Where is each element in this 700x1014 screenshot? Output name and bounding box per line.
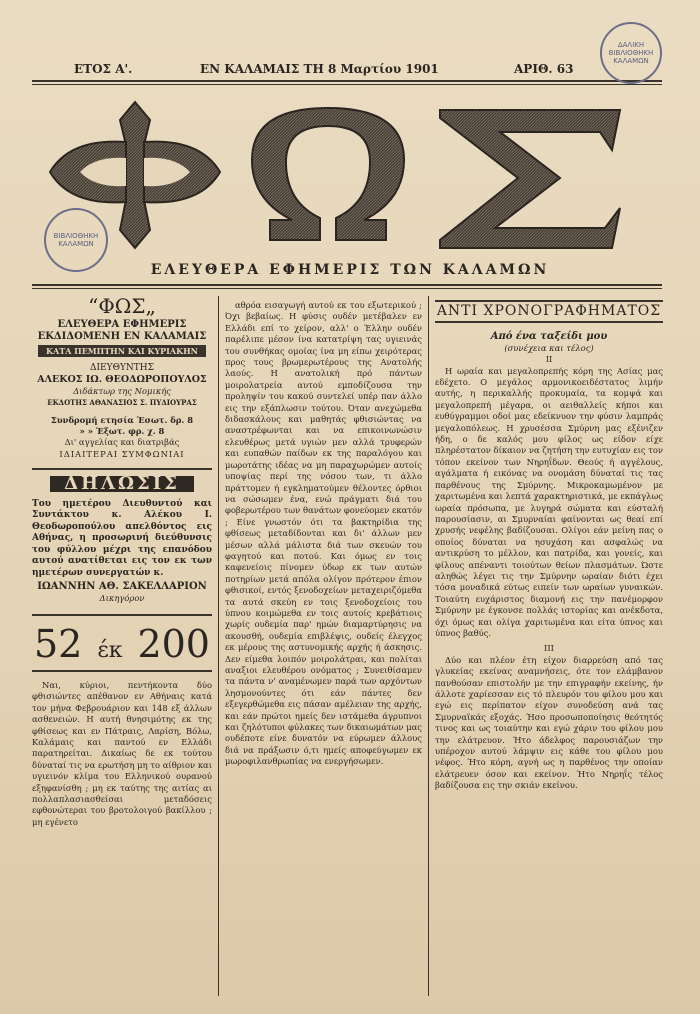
paper-name: “ΦΩΣ„: [88, 294, 156, 318]
notice-name: ΙΩΑΝΝΗΝ ΑΘ. ΣΑΚΕΛΛΑΡΙΟΝ: [37, 581, 207, 593]
paper-line-3: ΚΑΤΑ ΠΕΜΠΤΗΝ ΚΑΙ ΚΥΡΙΑΚΗΝ: [38, 345, 206, 357]
title-letter-omega: [252, 108, 404, 240]
left-rule-2: [32, 614, 212, 616]
headline-number-a: 52: [34, 621, 83, 666]
masthead-line: [60, 62, 640, 78]
part-three-label: III: [544, 643, 554, 654]
paper-line-2: ΕΚΔΙΔΟΜΕΝΗ ΕΝ ΚΑΛΑΜΑΙΣ: [37, 331, 207, 342]
headline-numbers: [32, 621, 212, 666]
director-name: ΑΛΕΚΟΣ ΙΩ. ΘΕΟΔΩΡΟΠΟΥΛΟΣ: [37, 374, 207, 386]
subscription-domestic: Συνδρομή ετησία Έσωτ. δρ. 8: [50, 414, 194, 425]
ads-label: Δι' αγγελίας και διατριβάς: [64, 437, 180, 448]
middle-column: [225, 300, 422, 768]
library-stamp-left-text: ΒΙΒΛΙΟΘΗΚΗ ΚΑΛΑΜΩΝ: [53, 232, 99, 248]
director-label: ΔΙΕΥΘΥΝΤΗΣ: [90, 363, 154, 373]
part-two-label: II: [545, 354, 553, 365]
notice-role: Δικηγόρον: [99, 592, 145, 603]
story-text-1: Η ωραία και μεγαλοπρεπής κόρη της Ασίας μας εδέχετο. Ο μεγάλος αρμονικοειδέστατος λιμήν αυτής, η περικαλλής προκυμαία, τα κομψά και μεγαλοπρεπή μέγαρα, οι αειθαλλείς κήποι και ευθύγραμμοι οδοί μας εδείκνυον την φύσιν λαμπράς μεγαλοπόλεως. Η χρυσέσσα Σμύρνη μας εξένιζεν ήδη, ο δε καλός μου φίλος ως είδον είχε πληρέστατον δίκαιον να ζητήση την ευτυχίαν εις τον τόπον εκείνον των Νηρηΐδων. Θεούς ή αγγέλους, αγάλματα ή εικόνας να ονομάση δύναταί τις τας παρθένους της Σμύρνης. Μικροκαμωμένον με χαριτωμένα και λεπτά χαρακτηριστικά, με εκπάγλως ωραία πρόσωπα, με λυγηρά σώματα και εύσταλή παρουσίασιν, αι Σμυρναίαι φαίνονται ως θεαί επί χρυσής νεφέλης βαδίζουσαι. Ολίγοι εάν μείνη πας ο οποίος δύναται να ησυχάση και ασφαλώς να αντικρύση το μέλλον, και πατρίδα, και γονείς, και φίλους απέναντι τοιούτων θείων πλασμάτων. Ώστε αληθώς λέγει τις την Σμύρνην ωραίαν διότι έχει τόσα μοναδικά εύτως ειπείν των ωραίων γυναικών. Τοιαύτη ευχάριστος διαμονή εις την πανέμορφον Σμύρνην με έγκονσε πολλάς ιστορίας και ανέκδοτα, όχι όμως και ολίγα χαριτωμένα και είτα ύπνος και ύπνος βαθύς.: [435, 365, 663, 638]
year-label: ΕΤΟΣ Α'.: [74, 62, 133, 76]
subscription-foreign: » » Έξωτ. φρ. χ. 8: [79, 426, 165, 437]
masthead-rule-thin: [32, 84, 662, 85]
left-article: Ναι, κύριοι, πεντήκοντα δύο φθισιώντες απέθανον εν Αθήναις κατά τον μήνα Φεβρουάριον και 148 εξ άλλων ασθενειών. Η αυτή θνησιμότης εκ της φθίσεως και εν Πάτραις, Λαρίση, Βόλω, Καλάμαις και παντού εν Ελλάδι παρατηρείται. Δικαίως δε εκ τούτου δύναταί τις να ερωτήση μη το αίθριον και υγιεινόν κλίμα του Ελληνικού ουρανού εξηφανίσθη ; μη εκ ταύτης της αιτίας αι πολλαπλασιασθείσαι μεταδόσεις εφθονώτεραι του βροτολοιγού βακίλλου ; μη εγένετο: [32, 679, 212, 827]
headline-ek: έκ: [97, 637, 123, 663]
section-title: ΑΝΤΙ ΧΡΟΝΟΓΡΑΦΗΜΑΤΟΣ: [435, 300, 663, 323]
title-letter-sigma: [440, 110, 620, 248]
middle-article: αθρόα εισαγωγή αυτού εκ του εξωτερικού ; Όχι βεβαίως. Η φύσις ουδέν μετέβαλεν εν Ελλάδι επί το χείρον, αλλ' ο Έλλην ουδέν παρέλιπε μέσον ίνα κατατρίψη τας υγιεινάς του συνθήκας ομοίας ίνα μη είπω χειρότερας προς τους βρωμερωτέρους της Ανατολής λαούς. Η ανατολική πρό πάντων μοιρολατρεία αυτού εμποδίζουσα την προληψίν του κακού συντελεί υπέρ παν άλλο εις την εξάπλωσιν τούτου. Όταν ανεχώμεθα διδασκάλους και μαθητάς φθισιώντας να αναστρέφωνται και να επικοινωνώσιν ελευθέρως μετά υγιών μεν αλλά τρυφερών και ευπαθών παίδων εκ της παραλόγου και μωροτάτης ιδέας να μη παραχωρώμεν αυτοίς υποψίας περί της νόσου των, τι άλλο πράττομεν ή εγκληματούμεν θέλοντες όρθιοι να σώσωμεν ένα, ενώ πράγματι διά του φοβερωτέρου των θανάτων φονεύομεν εκατόν ; Είνε γνωστόν ότι τα βακτηρίδια της φθίσεως μεταδίδονται και δι' άλλων μεν μέσων αλλά μάλιστα διά των σκευών του φαγητού και ποτού. Και όμως εν τοις καφενείοις πίνομεν ύδωρ εκ των αυτών ποτηρίων μετά απόλα ολίγον πρότερον έπιον φθισικοί, εντός ξενοδοχείων μεταχειριζόμεθα τα αυτά σκεύη εν τοις ξενοδοχείοις του ύπνου κοιμώμεθα εν τοις αυτοίς κρεβάτιοις χωρίς ουδεμία παρ' ημών διαμαρτύρησις να ακουσθή, ουδεμία επιβλέψις, ουδείς έλεγχος εκ μέρους της αστυνομικής αρχής ή άσκησις. Δεν είμεθα λοιπόν μοιρολάτραι, και πολίται αναξιοι ελευθέρου ονόματος ; Συνειθίσαμεν τα πάντα ν' αναμένωμεν παρά των αρχόντων λησμονούντες ότι εάν πάντες δεν εξεγερθώμεθα εις πάσαν αμέλειαν της αρχής, και εάν πρώτοι ημείς δεν ιστάμεθα άγρυπνοι και ζηλότυποι φύλακες των δικαιωμάτων μας ουδέποτε είνε δυνατόν να εύρωμεν άλλους διά να πράξωσιν ό,τι ημείς αποφεύγωμεν εκ μωροφιλανθρωπίας να ενεργήσωμεν.: [225, 300, 422, 767]
left-rule-1: [32, 468, 212, 470]
story-continuation: (συνέχεια και τέλος): [504, 342, 594, 353]
subtitle-rule-thin: [32, 288, 662, 289]
issue-number: ΑΡΙΘ. 63: [514, 62, 574, 76]
publisher: ΕΚΔΟΤΗΣ ΑΘΑΝΑΣΙΟΣ Σ. ΠΥΔΙΟΥΡΑΣ: [47, 398, 197, 408]
subtitle: ΕΛΕΥΘΕΡΑ ΕΦΗΜΕΡΙΣ ΤΩΝ ΚΑΛΑΜΩΝ: [150, 262, 550, 278]
paper-line-1: ΕΛΕΥΘΕΡΑ ΕΦΗΜΕΡΙΣ: [57, 319, 187, 330]
story-text-2: Δύο και πλέον έτη είχον διαρρεύση από τας γλυκείας εκείνας αναμνήσεις, ότε τον ελάμβανον πανθούσαν επιστολήν με την επιγραφήν εκείνης, ήν άλλοτε χαρίεσσαν εις τό πλευρόν του φίλου μου και εγώ εις περίπατον είχον συνοδεύση ανά τας Σμυρναϊκάς εξοχάς. Ήσο προσωποποίησις θεότητός τινος και ως τοιαύτην και εγώ χάριν του φίλου μου την ελάτρευον. Ήτο άδελφος παρουσιάζων την υπέροχον αυτού λάμψιν εις κάθε του φίλου μου νέφος. Ήτο κόρη, αγνή ως η παρθένος την οποίαν ελάτρευεν όσον και εκείνον. Ήτο Νηρηΐς τέλος βαδίζουσα εις την σκιάν εκείνου.: [435, 654, 663, 791]
library-stamp: [600, 22, 662, 84]
library-stamp-text: ΔΑΛΙΚΗ ΒΙΒΛΙΟΘΗΚΗ ΚΑΛΑΜΩΝ: [608, 41, 654, 65]
notice-text: Του ημετέρου Διευθυντού και Συντάκτου κ. Αλέκου Ι. Θεοδωροπούλου απελθόντος εις Αθήνας, η προσωρινή διεύθυνσις του φύλλου μέχρι της επανόδου αυτού ανατίθεται εις τον εκ των ημετέρων συνεργατών κ.: [32, 498, 212, 578]
dateline: ΕΝ ΚΑΛΑΜΑΙΣ ΤΗ 8 Μαρτίου 1901: [200, 62, 439, 76]
story-title: Από ένα ταξείδι μου: [490, 331, 608, 343]
column-divider-1: [218, 296, 219, 996]
headline-number-b: 200: [137, 621, 210, 666]
title-logo: [40, 90, 660, 255]
subtitle-rule: [32, 284, 662, 286]
left-rule-3: [32, 670, 212, 672]
notice-title: ΔΗΛΩΣΙΣ: [50, 476, 194, 491]
ads-terms: ΙΔΙΑΙΤΕΡΑΙ ΣΥΜΦΩΝΙΑΙ: [59, 448, 185, 459]
masthead-rule: [32, 80, 662, 82]
column-divider-2: [428, 296, 429, 996]
director-title: Διδάκτωρ της Νομικής: [73, 385, 171, 396]
left-column: [32, 295, 212, 828]
right-column: [435, 300, 663, 792]
